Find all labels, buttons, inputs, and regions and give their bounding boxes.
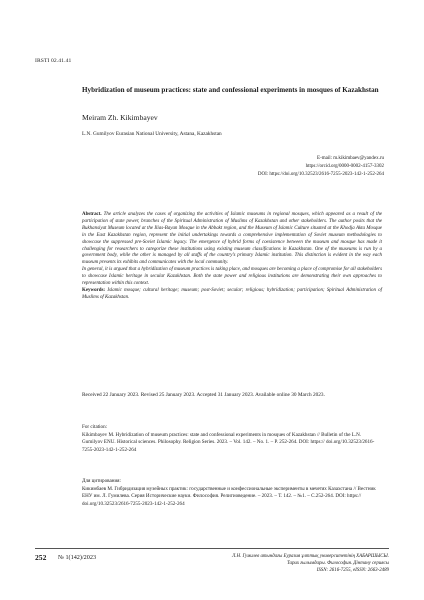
irsti-code: IRSTI 02.41.41 [35,58,72,64]
abstract-paragraph-1 [82,212,382,267]
citation-russian-text: Кикимбаев М. Гибридизация музейных практик: государственные и конфессиональные эксперименты в мечетях Казахстана // Вестник ЕНУ им. Л. Гумилева. Серия Исторические науки. Философия. Религиоведение. – 2023. – Т. 142. – №1. – С.252-264. DOI: https:// doi.org/10.32523/2616-7255-2023-142-1-252-264 [82,485,376,507]
journal-issn-line: ISSN: 2616-7255, eISSN: 2663-2489 [316,568,389,573]
citation-russian-label: Для цитирования: [82,478,121,484]
abstract-section [82,212,382,302]
journal-info [139,553,389,574]
footer-divider [35,548,389,549]
author-name: Meiram Zh. Kikimbayev [82,113,158,122]
keywords-paragraph [82,288,382,302]
article-dates: Received 22 January 2023. Revised 25 January 2023. Accepted 31 January 2023. Available online 30 March 2023. [82,392,325,398]
citation-russian [82,478,382,508]
citation-english [82,424,382,454]
issue-number: № 1(142)/2023 [58,554,97,561]
author-contacts [84,155,384,179]
keywords-label: Keywords: [82,287,106,293]
citation-english-text: Kikimbayev M. Hybridization of museum practices: state and confessional experiments in mosques of Kazakhstan // Bulletin of the L.N. Gumilyov ENU. Historical sciences. Philosophy. Religion Series. 2023. – Vol. 142. – No. 1. – P. 252-264. DOI: https:// doi.org/10.32523/2616-7255-2023-142-1-252-264 [82,431,375,453]
journal-series-line: Тарих ғылымдары. Философия. Дінтану сериясы [286,561,389,566]
author-affiliation: L.N. Gumilyov Eurasian National University, Astana, Kazakhstan [82,131,222,137]
article-doi-link[interactable]: DOI: https://doi.org/10.32523/2616-7255-2023-142-1-252-264 [257,172,384,177]
abstract-label: Abstract. [82,212,102,217]
author-orcid-link[interactable]: https://orcid.org/0000-0002-4157-3302 [305,164,384,169]
abstract-paragraph-2: In general, it is argued that a hybridization of museum practices is taking place, and mosques are becoming a place of compromise for all stakeholders to showcase Islamic heritage in secular Kazakhstan. Both the state power and religious institutions are demonstrating their own approaches to representation within this context. [82,267,382,287]
article-title: Hybridization of museum practices: state and confessional experiments in mosques of Kazakhstan [82,86,379,94]
abstract-text-1: The article analyzes the cases of organizing the activities of Islamic museums in regional mosques, which appeared as a result of the participation of state power, branches of the Spiritual Administration of Muslims of Kazakhstan and other stakeholders. The author posits that the Bukhansiyat Museum located at the Ilias-Bayan Mosque in the Abbakt region, and the Museum of Islamic Culture situated at the Khodja Akta Mosque in the East Kazakhstan region, represent the initial undertakings towards a comprehensive implementation of Soviet museum methodologies to showcase the suppressed pre-Soviet Islamic legacy. The emergence of hybrid forms of coexistence between the museum and mosque has made it challenging for researchers to categorize these institutions using existing museum classifications in Kazakhstan. One of the museums is run by a government body, while the other is managed by all staffs of the country’s primary Islamic institution. This distinction is evident in the way each museum presents its exhibits and communicates with the local community. [82,212,382,266]
journal-name-line: Л.Н. Гумилев атындағы Еуразия ұлттық университетінің ХАБАРШЫСЫ. [231,554,389,559]
author-email[interactable]: E-mail: m.kikimbaev@yandex.ru [317,156,384,161]
page-number: 252 [35,553,47,562]
keywords-text: Islamic mosque; cultural heritage; museum; post-Soviet; secular; religious; hybridization; participation; Spiritual Administration of Muslims of Kazakhstan. [82,287,382,300]
citation-english-label: For citation: [82,424,108,430]
